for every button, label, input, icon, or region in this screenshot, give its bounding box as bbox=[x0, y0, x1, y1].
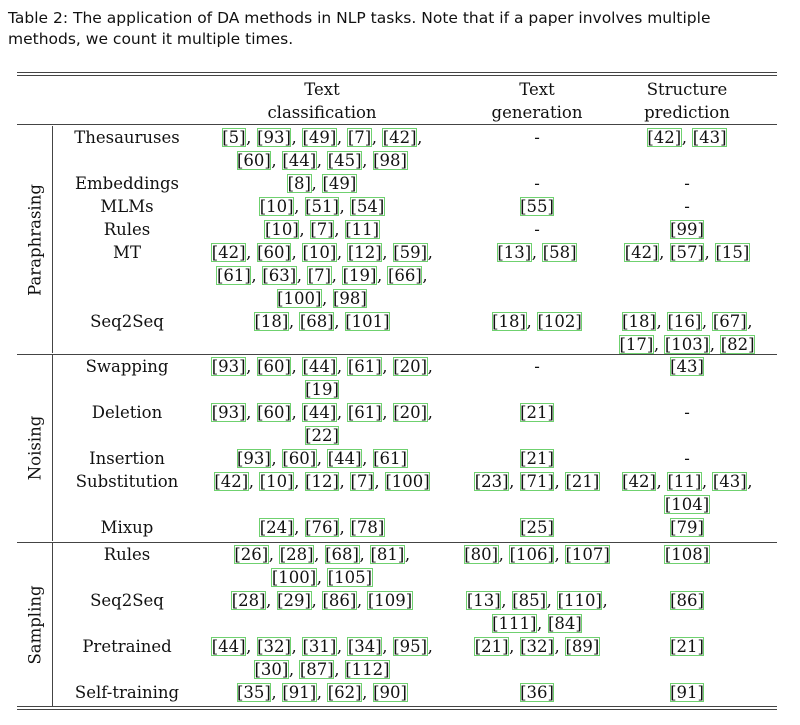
citation-link[interactable]: [44] bbox=[302, 357, 337, 376]
citation-link[interactable]: [91] bbox=[670, 683, 704, 702]
text-classification-cell bbox=[197, 447, 447, 470]
citation-link[interactable]: [89] bbox=[565, 637, 600, 656]
citation-link[interactable]: [19] bbox=[305, 380, 339, 399]
citation-link[interactable]: [35] bbox=[237, 683, 271, 702]
cell-line: [42], [10], [12], [7], [100] bbox=[214, 472, 430, 491]
cell-line: - bbox=[684, 174, 690, 193]
group-label: Noising bbox=[25, 415, 45, 481]
citation-link[interactable]: [60] bbox=[237, 151, 271, 170]
citation-link[interactable]: [29] bbox=[277, 591, 311, 610]
method-cell: Pretrained bbox=[82, 637, 172, 656]
citation-link[interactable]: [21] bbox=[520, 403, 554, 422]
citation-link[interactable]: [79] bbox=[670, 518, 704, 537]
method-cell: Mixup bbox=[100, 518, 154, 537]
citation-link[interactable]: [44] bbox=[327, 449, 362, 468]
citation-link[interactable]: [10] bbox=[264, 220, 299, 239]
citation-link[interactable]: [49] bbox=[302, 128, 337, 147]
group-divider bbox=[52, 543, 53, 706]
citation-link[interactable]: [106] bbox=[509, 545, 554, 564]
structure-prediction-cell bbox=[602, 401, 772, 424]
cell-line: [93], [60], [44], [61], [20], bbox=[211, 403, 433, 422]
cell-line: [80], [106], [107] bbox=[464, 545, 610, 564]
citation-link[interactable]: [67] bbox=[712, 312, 747, 331]
citation-link[interactable]: [86] bbox=[670, 591, 704, 610]
cell-line bbox=[197, 378, 447, 401]
cell-line bbox=[602, 516, 772, 539]
cell-line: [10], [7], [11] bbox=[264, 220, 380, 239]
citation-link[interactable]: [84] bbox=[548, 614, 582, 633]
header-text-classification: Text classification bbox=[267, 80, 377, 122]
citation-link[interactable]: [90] bbox=[373, 683, 407, 702]
structure-prediction-cell bbox=[602, 635, 772, 658]
cell-line: [93], [60], [44], [61] bbox=[237, 449, 407, 468]
method-cell: Seq2Seq bbox=[90, 312, 164, 331]
citation-link[interactable]: [34] bbox=[347, 637, 382, 656]
citation-link[interactable]: [21] bbox=[670, 637, 704, 656]
citation-link[interactable]: [28] bbox=[231, 591, 266, 610]
citation-link[interactable]: [13] bbox=[466, 591, 501, 610]
citation-link[interactable]: [49] bbox=[322, 174, 357, 193]
citation-link[interactable]: [43] bbox=[670, 357, 704, 376]
citation-link[interactable]: [60] bbox=[282, 449, 317, 468]
citation-link[interactable]: [98] bbox=[333, 289, 367, 308]
cell-line bbox=[602, 681, 772, 704]
method-cell: MT bbox=[113, 243, 141, 262]
citation-link[interactable]: [25] bbox=[520, 518, 554, 537]
citation-link[interactable]: [44] bbox=[302, 403, 337, 422]
cell-line: - bbox=[684, 449, 690, 468]
method-cell: Self-training bbox=[74, 683, 180, 702]
citation-link[interactable]: [18] bbox=[492, 312, 526, 331]
citation-link[interactable]: [45] bbox=[327, 151, 362, 170]
structure-prediction-cell bbox=[602, 355, 772, 378]
cell-line: [17], [103], [82] bbox=[619, 335, 755, 354]
citation-link[interactable]: [18] bbox=[622, 312, 656, 331]
citation-link[interactable]: [108] bbox=[664, 545, 710, 564]
cell-line bbox=[602, 543, 772, 566]
group-label: Sampling bbox=[25, 584, 45, 665]
citation-link[interactable]: [87] bbox=[299, 660, 334, 679]
citation-link[interactable]: [42] bbox=[211, 243, 246, 262]
cell-line: [30], [87], [112] bbox=[254, 660, 390, 679]
citation-link[interactable]: [93] bbox=[237, 449, 271, 468]
text-classification-cell bbox=[197, 241, 447, 310]
citation-link[interactable]: [28] bbox=[279, 545, 314, 564]
cell-line: [21], [32], [89] bbox=[474, 637, 600, 656]
citation-link[interactable]: [51] bbox=[305, 197, 339, 216]
text-classification-cell bbox=[197, 355, 447, 401]
citation-link[interactable]: [60] bbox=[257, 357, 291, 376]
citation-link[interactable]: [91] bbox=[282, 683, 317, 702]
citation-link[interactable]: [101] bbox=[345, 312, 390, 331]
method-cell: Deletion bbox=[91, 403, 163, 422]
header-text-generation: Text generation bbox=[491, 80, 583, 122]
citation-link[interactable]: [7] bbox=[350, 472, 374, 491]
cell-line: [60], [44], [45], [98] bbox=[237, 151, 407, 170]
citation-link[interactable]: [78] bbox=[350, 518, 385, 537]
citation-link[interactable]: [31] bbox=[302, 637, 337, 656]
citation-link[interactable]: [95] bbox=[393, 637, 428, 656]
citation-link[interactable]: [16] bbox=[667, 312, 702, 331]
cell-line: [42], [60], [10], [12], [59], bbox=[211, 243, 433, 262]
group-noising bbox=[17, 355, 777, 541]
citation-link[interactable]: [61] bbox=[216, 266, 251, 285]
citation-link[interactable]: [102] bbox=[537, 312, 582, 331]
cell-line: [42], [43] bbox=[647, 128, 727, 147]
cell-line bbox=[197, 424, 447, 447]
citation-link[interactable]: [36] bbox=[520, 683, 554, 702]
citation-link[interactable]: [21] bbox=[520, 449, 554, 468]
cell-line: [61], [63], [7], [19], [66], bbox=[216, 266, 428, 285]
text-classification-cell bbox=[197, 218, 447, 241]
citation-link[interactable]: [105] bbox=[327, 568, 373, 587]
citation-link[interactable]: [12] bbox=[305, 472, 339, 491]
citation-link[interactable]: [26] bbox=[234, 545, 269, 564]
text-classification-cell bbox=[197, 195, 447, 218]
cell-line: [24], [76], [78] bbox=[259, 518, 385, 537]
citation-link[interactable]: [42] bbox=[214, 472, 249, 491]
citation-link[interactable]: [20] bbox=[393, 403, 428, 422]
citation-link[interactable]: [100] bbox=[277, 289, 322, 308]
cell-line bbox=[602, 355, 772, 378]
cell-line: - bbox=[684, 403, 690, 422]
cell-line: [42], [11], [43], bbox=[622, 472, 753, 491]
cell-line: [42], [57], [15] bbox=[624, 243, 750, 262]
group-paraphrasing bbox=[17, 126, 777, 353]
group-label: Paraphrasing bbox=[25, 183, 45, 296]
citation-link[interactable]: [86] bbox=[322, 591, 357, 610]
citation-link[interactable]: [85] bbox=[512, 591, 547, 610]
citation-link[interactable]: [62] bbox=[327, 683, 362, 702]
citation-link[interactable]: [61] bbox=[347, 357, 382, 376]
header-rule bbox=[17, 124, 777, 125]
citation-link[interactable]: [21] bbox=[474, 637, 509, 656]
text-classification-cell bbox=[197, 126, 447, 172]
citation-link[interactable]: [80] bbox=[464, 545, 499, 564]
citation-link[interactable]: [10] bbox=[302, 243, 337, 262]
citation-link[interactable]: [100] bbox=[271, 568, 317, 587]
cell-line: [35], [91], [62], [90] bbox=[237, 683, 407, 702]
group-divider bbox=[52, 126, 53, 353]
structure-prediction-cell bbox=[602, 218, 772, 241]
cell-line: [18], [102] bbox=[492, 312, 582, 331]
citation-link[interactable]: [100] bbox=[385, 472, 430, 491]
citation-link[interactable]: [99] bbox=[670, 220, 704, 239]
text-classification-cell bbox=[197, 516, 447, 539]
cell-line: - bbox=[534, 220, 540, 239]
table-caption: Table 2: The application of DA methods in NLP tasks. Note that if a paper involves multiple methods, we count it multiple times. bbox=[8, 9, 711, 48]
structure-prediction-cell bbox=[602, 589, 772, 612]
citation-link[interactable]: [13] bbox=[497, 243, 532, 262]
group-divider bbox=[52, 355, 53, 541]
text-classification-cell bbox=[197, 681, 447, 704]
cell-line: [93], [60], [44], [61], [20], bbox=[211, 357, 433, 376]
citation-link[interactable]: [8] bbox=[287, 174, 311, 193]
citation-link[interactable]: [32] bbox=[257, 637, 291, 656]
structure-prediction-cell bbox=[602, 310, 772, 356]
citation-link[interactable]: [24] bbox=[259, 518, 294, 537]
cell-line bbox=[602, 493, 772, 516]
citation-link[interactable]: [15] bbox=[715, 243, 750, 262]
citation-link[interactable]: [61] bbox=[373, 449, 407, 468]
text-classification-cell bbox=[197, 543, 447, 589]
cell-line bbox=[602, 589, 772, 612]
cell-line: [8], [49] bbox=[287, 174, 357, 193]
citation-link[interactable]: [42] bbox=[382, 128, 417, 147]
method-cell: Insertion bbox=[89, 449, 165, 468]
cell-line: [13], [58] bbox=[497, 243, 577, 262]
citation-link[interactable]: [7] bbox=[307, 266, 332, 285]
cell-line: [100], [98] bbox=[277, 289, 367, 308]
structure-prediction-cell bbox=[602, 470, 772, 516]
cell-line: [18], [16], [67], bbox=[622, 312, 753, 331]
citation-link[interactable]: [11] bbox=[345, 220, 380, 239]
citation-link[interactable]: [76] bbox=[305, 518, 339, 537]
citation-link[interactable]: [22] bbox=[305, 426, 339, 445]
citation-link[interactable]: [58] bbox=[542, 243, 577, 262]
method-cell: Substitution bbox=[75, 472, 179, 491]
citation-link[interactable]: [104] bbox=[664, 495, 710, 514]
cell-line bbox=[602, 218, 772, 241]
structure-prediction-cell bbox=[602, 681, 772, 704]
citation-link[interactable]: [71] bbox=[520, 472, 554, 491]
bottom-rule bbox=[17, 706, 777, 707]
citation-link[interactable]: [66] bbox=[387, 266, 422, 285]
citation-link[interactable]: [42] bbox=[624, 243, 659, 262]
method-cell: Swapping bbox=[85, 357, 169, 376]
structure-prediction-cell bbox=[602, 172, 772, 195]
text-classification-cell bbox=[197, 310, 447, 333]
citation-link[interactable]: [7] bbox=[310, 220, 334, 239]
group-sampling bbox=[17, 543, 777, 706]
citation-link[interactable]: [103] bbox=[664, 335, 710, 354]
citation-link[interactable]: [20] bbox=[393, 357, 428, 376]
cell-line: - bbox=[534, 174, 540, 193]
citation-link[interactable]: [43] bbox=[712, 472, 747, 491]
text-classification-cell bbox=[197, 589, 447, 612]
method-cell: Rules bbox=[103, 545, 151, 564]
cell-line: [5], [93], [49], [7], [42], bbox=[222, 128, 423, 147]
citation-link[interactable]: [10] bbox=[259, 197, 294, 216]
citation-link[interactable]: [44] bbox=[211, 637, 246, 656]
citation-link[interactable]: [109] bbox=[367, 591, 413, 610]
method-cell: Thesauruses bbox=[74, 128, 180, 147]
citation-link[interactable]: [10] bbox=[259, 472, 294, 491]
structure-prediction-cell bbox=[602, 543, 772, 566]
citation-link[interactable]: [60] bbox=[257, 403, 291, 422]
cell-line: [111], [84] bbox=[492, 614, 582, 633]
citation-link[interactable]: [44] bbox=[282, 151, 317, 170]
structure-prediction-cell bbox=[602, 195, 772, 218]
citation-link[interactable]: [18] bbox=[254, 312, 289, 331]
citation-link[interactable]: [93] bbox=[257, 128, 291, 147]
citation-link[interactable]: [7] bbox=[347, 128, 372, 147]
text-classification-cell bbox=[197, 635, 447, 681]
cell-line: [100], [105] bbox=[271, 568, 373, 587]
citation-link[interactable]: [93] bbox=[211, 403, 246, 422]
bottom-rule-inner bbox=[17, 709, 777, 710]
citation-link[interactable]: [98] bbox=[373, 151, 407, 170]
citation-link[interactable]: [59] bbox=[393, 243, 428, 262]
structure-prediction-cell bbox=[602, 516, 772, 539]
citation-link[interactable]: [12] bbox=[347, 243, 382, 262]
citation-link[interactable]: [61] bbox=[347, 403, 382, 422]
text-classification-cell bbox=[197, 401, 447, 447]
citation-link[interactable]: [112] bbox=[345, 660, 390, 679]
citation-link[interactable]: [107] bbox=[565, 545, 610, 564]
citation-link[interactable]: [93] bbox=[211, 357, 246, 376]
cell-line: [23], [71], [21] bbox=[474, 472, 600, 491]
header-structure-prediction: Structure prediction bbox=[644, 80, 730, 122]
citation-link[interactable]: [54] bbox=[350, 197, 385, 216]
citation-link[interactable]: [23] bbox=[474, 472, 509, 491]
citation-link[interactable]: [111] bbox=[492, 614, 537, 633]
citation-link[interactable]: [42] bbox=[647, 128, 682, 147]
cell-line: [44], [32], [31], [34], [95], bbox=[211, 637, 433, 656]
citation-link[interactable]: [21] bbox=[565, 472, 600, 491]
citation-link[interactable]: [19] bbox=[342, 266, 377, 285]
cell-line: - bbox=[534, 357, 540, 376]
citation-link[interactable]: [32] bbox=[520, 637, 554, 656]
citation-link[interactable]: [60] bbox=[257, 243, 291, 262]
method-cell: Rules bbox=[103, 220, 151, 239]
citation-link[interactable]: [42] bbox=[622, 472, 656, 491]
citation-link[interactable]: [81] bbox=[370, 545, 405, 564]
citation-link[interactable]: [5] bbox=[222, 128, 246, 147]
structure-prediction-cell bbox=[602, 241, 772, 264]
text-classification-cell bbox=[197, 172, 447, 195]
top-rule-inner bbox=[17, 75, 777, 76]
cell-line: [10], [51], [54] bbox=[259, 197, 385, 216]
citation-link[interactable]: [11] bbox=[667, 472, 702, 491]
cell-line: [28], [29], [86], [109] bbox=[231, 591, 413, 610]
citation-link[interactable]: [82] bbox=[720, 335, 755, 354]
citation-link[interactable]: [68] bbox=[325, 545, 359, 564]
top-rule bbox=[17, 72, 777, 73]
citation-link[interactable]: [30] bbox=[254, 660, 289, 679]
cell-line: - bbox=[684, 197, 690, 216]
cell-line: [18], [68], [101] bbox=[254, 312, 390, 331]
citation-link[interactable]: [55] bbox=[520, 197, 554, 216]
citation-link[interactable]: [57] bbox=[670, 243, 704, 262]
method-cell: MLMs bbox=[100, 197, 154, 216]
citation-link[interactable]: [63] bbox=[262, 266, 297, 285]
cell-line bbox=[602, 635, 772, 658]
citation-link[interactable]: [68] bbox=[299, 312, 334, 331]
citation-link[interactable]: [110] bbox=[557, 591, 602, 610]
method-cell: Embeddings bbox=[74, 174, 180, 193]
citation-link[interactable]: [17] bbox=[619, 335, 654, 354]
cell-line: [13], [85], [110], bbox=[466, 591, 608, 610]
structure-prediction-cell bbox=[602, 447, 772, 470]
cell-line: [26], [28], [68], [81], bbox=[234, 545, 411, 564]
structure-prediction-cell bbox=[602, 126, 772, 149]
cell-line: - bbox=[534, 128, 540, 147]
method-cell: Seq2Seq bbox=[90, 591, 164, 610]
citation-link[interactable]: [43] bbox=[692, 128, 727, 147]
text-classification-cell bbox=[197, 470, 447, 493]
